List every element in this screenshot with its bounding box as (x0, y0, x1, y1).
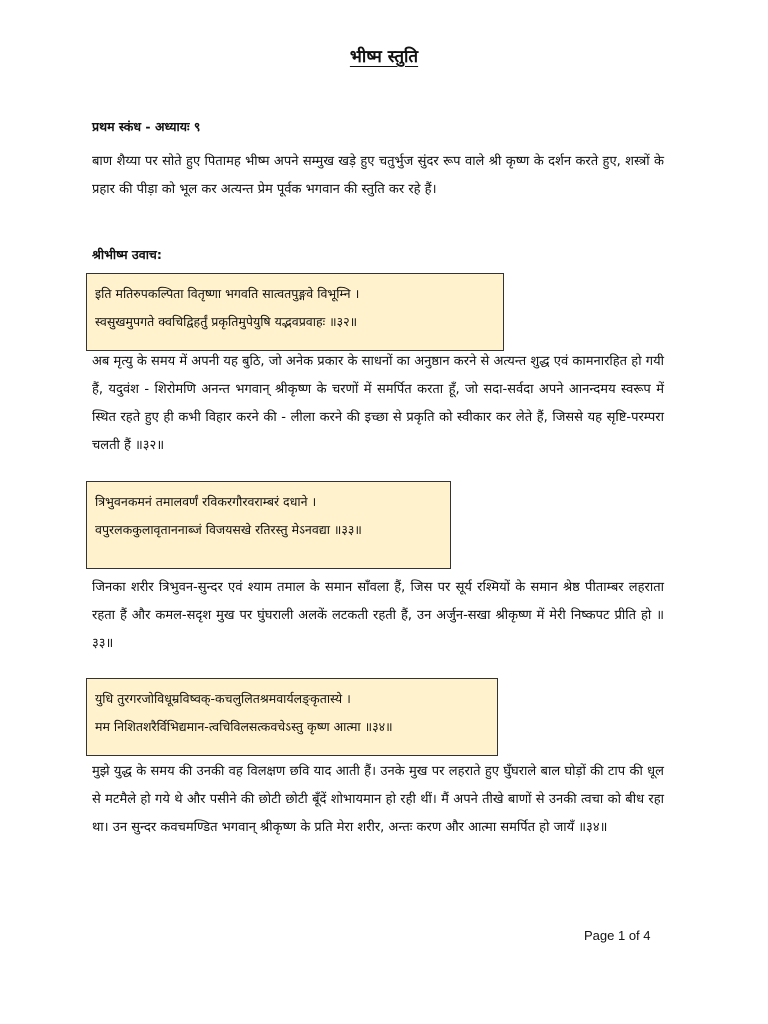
verse-34-line-2: मम निशितशरैर्विभिद्यमान-त्वचिविलसत्कवचेऽस्तु कृष्ण आत्मा ॥३४॥ (95, 719, 393, 734)
verse-box-32 (86, 273, 504, 351)
verse-33-line-2: वपुरलककुलावृताननाब्जं विजयसखे रतिरस्तु मेऽनवद्या ॥३३॥ (95, 522, 362, 537)
verse-32-line-1: इति मतिरुपकल्पिता वितृष्णा भगवति सात्वतपुङ्गवे विभूम्नि । (95, 286, 360, 301)
translation-34: मुझे युद्ध के समय की उनकी वह विलक्षण छवि याद आती हैं। उनके मुख पर लहराते हुए घुँघराले बाल घोड़ों की टाप की धूल से मटमैले हो गये थे और पसीने की छोटी छोटी बूँदें शोभायमान हो रही थीं। मैं अपने तीखे बाणों से उनकी त्वचा को बीध रहा था। उन सुन्दर कवचमण्डित भगवान् श्रीकृष्ण के प्रति मेरा शरीर, अन्तः करण और आत्मा समर्पित हो जायँ ॥३४॥ (92, 764, 664, 835)
verse-box-33 (86, 481, 451, 569)
verse-32-line-2: स्वसुखमुपगते क्वचिद्विहर्तुं प्रकृतिमुपेयुषि यद्भवप्रवाहः ॥३२॥ (95, 314, 358, 329)
verse-33-line-1: त्रिभुवनकमनं तमालवर्णं रविकरगौरवराम्बरं दधाने । (95, 494, 317, 509)
translation-33: जिनका शरीर त्रिभुवन-सुन्दर एवं श्याम तमाल के समान साँवला हैं, जिस पर सूर्य रश्मियों के समान श्रेष्ठ पीताम्बर लहराता रहता हैं और कमल-सदृश मुख पर घुंघराली अलकें लटकती रहती हैं, उन अर्जुन-सखा श्रीकृष्ण में मेरी निष्कपट प्रीति हो ॥३३॥ (92, 580, 664, 651)
page-title-text: भीष्म स्तुति (349, 47, 419, 67)
page-number: Page 1 of 4 (584, 928, 651, 943)
intro-paragraph: बाण शैय्या पर सोते हुए पितामह भीष्म अपने सम्मुख खड़े हुए चतुर्भुज सुंदर रूप वाले श्री कृष्ण के दर्शन करते हुए, शस्त्रों के प्रहार की पीड़ा को भूल कर अत्यन्त प्रेम पूर्वक भगवान की स्तुति कर रहे हैं। (92, 154, 664, 197)
chapter-heading: प्रथम स्कंध - अध्यायः ९ (92, 119, 201, 134)
verse-34-line-1: युधि तुरगरजोविधूम्रविष्वक्-कचलुलितश्रमवार्यलङ्कृतास्ये । (95, 691, 351, 706)
translation-32: अब मृत्यु के समय में अपनी यह बुठि, जो अनेक प्रकार के साधनों का अनुष्ठान करने से अत्यन्त शुद्ध एवं कामनारहित हो गयी हैं, यदुवंश - शिरोमणि अनन्त भगवान् श्रीकृष्ण के चरणों में समर्पित करता हूँ, जो सदा-सर्वदा अपने आनन्दमय स्वरूप में स्थित रहते हुए ही कभी विहार करने की - लीला करने की इच्छा से प्रकृति को स्वीकार कर लेते हैं, जिससे यह सृष्टि-परम्परा चलती हैं ॥३२॥ (92, 354, 664, 453)
page-title (0, 44, 768, 67)
verse-box-34 (86, 678, 498, 756)
speaker-heading: श्रीभीष्म उवाच: (92, 247, 162, 262)
